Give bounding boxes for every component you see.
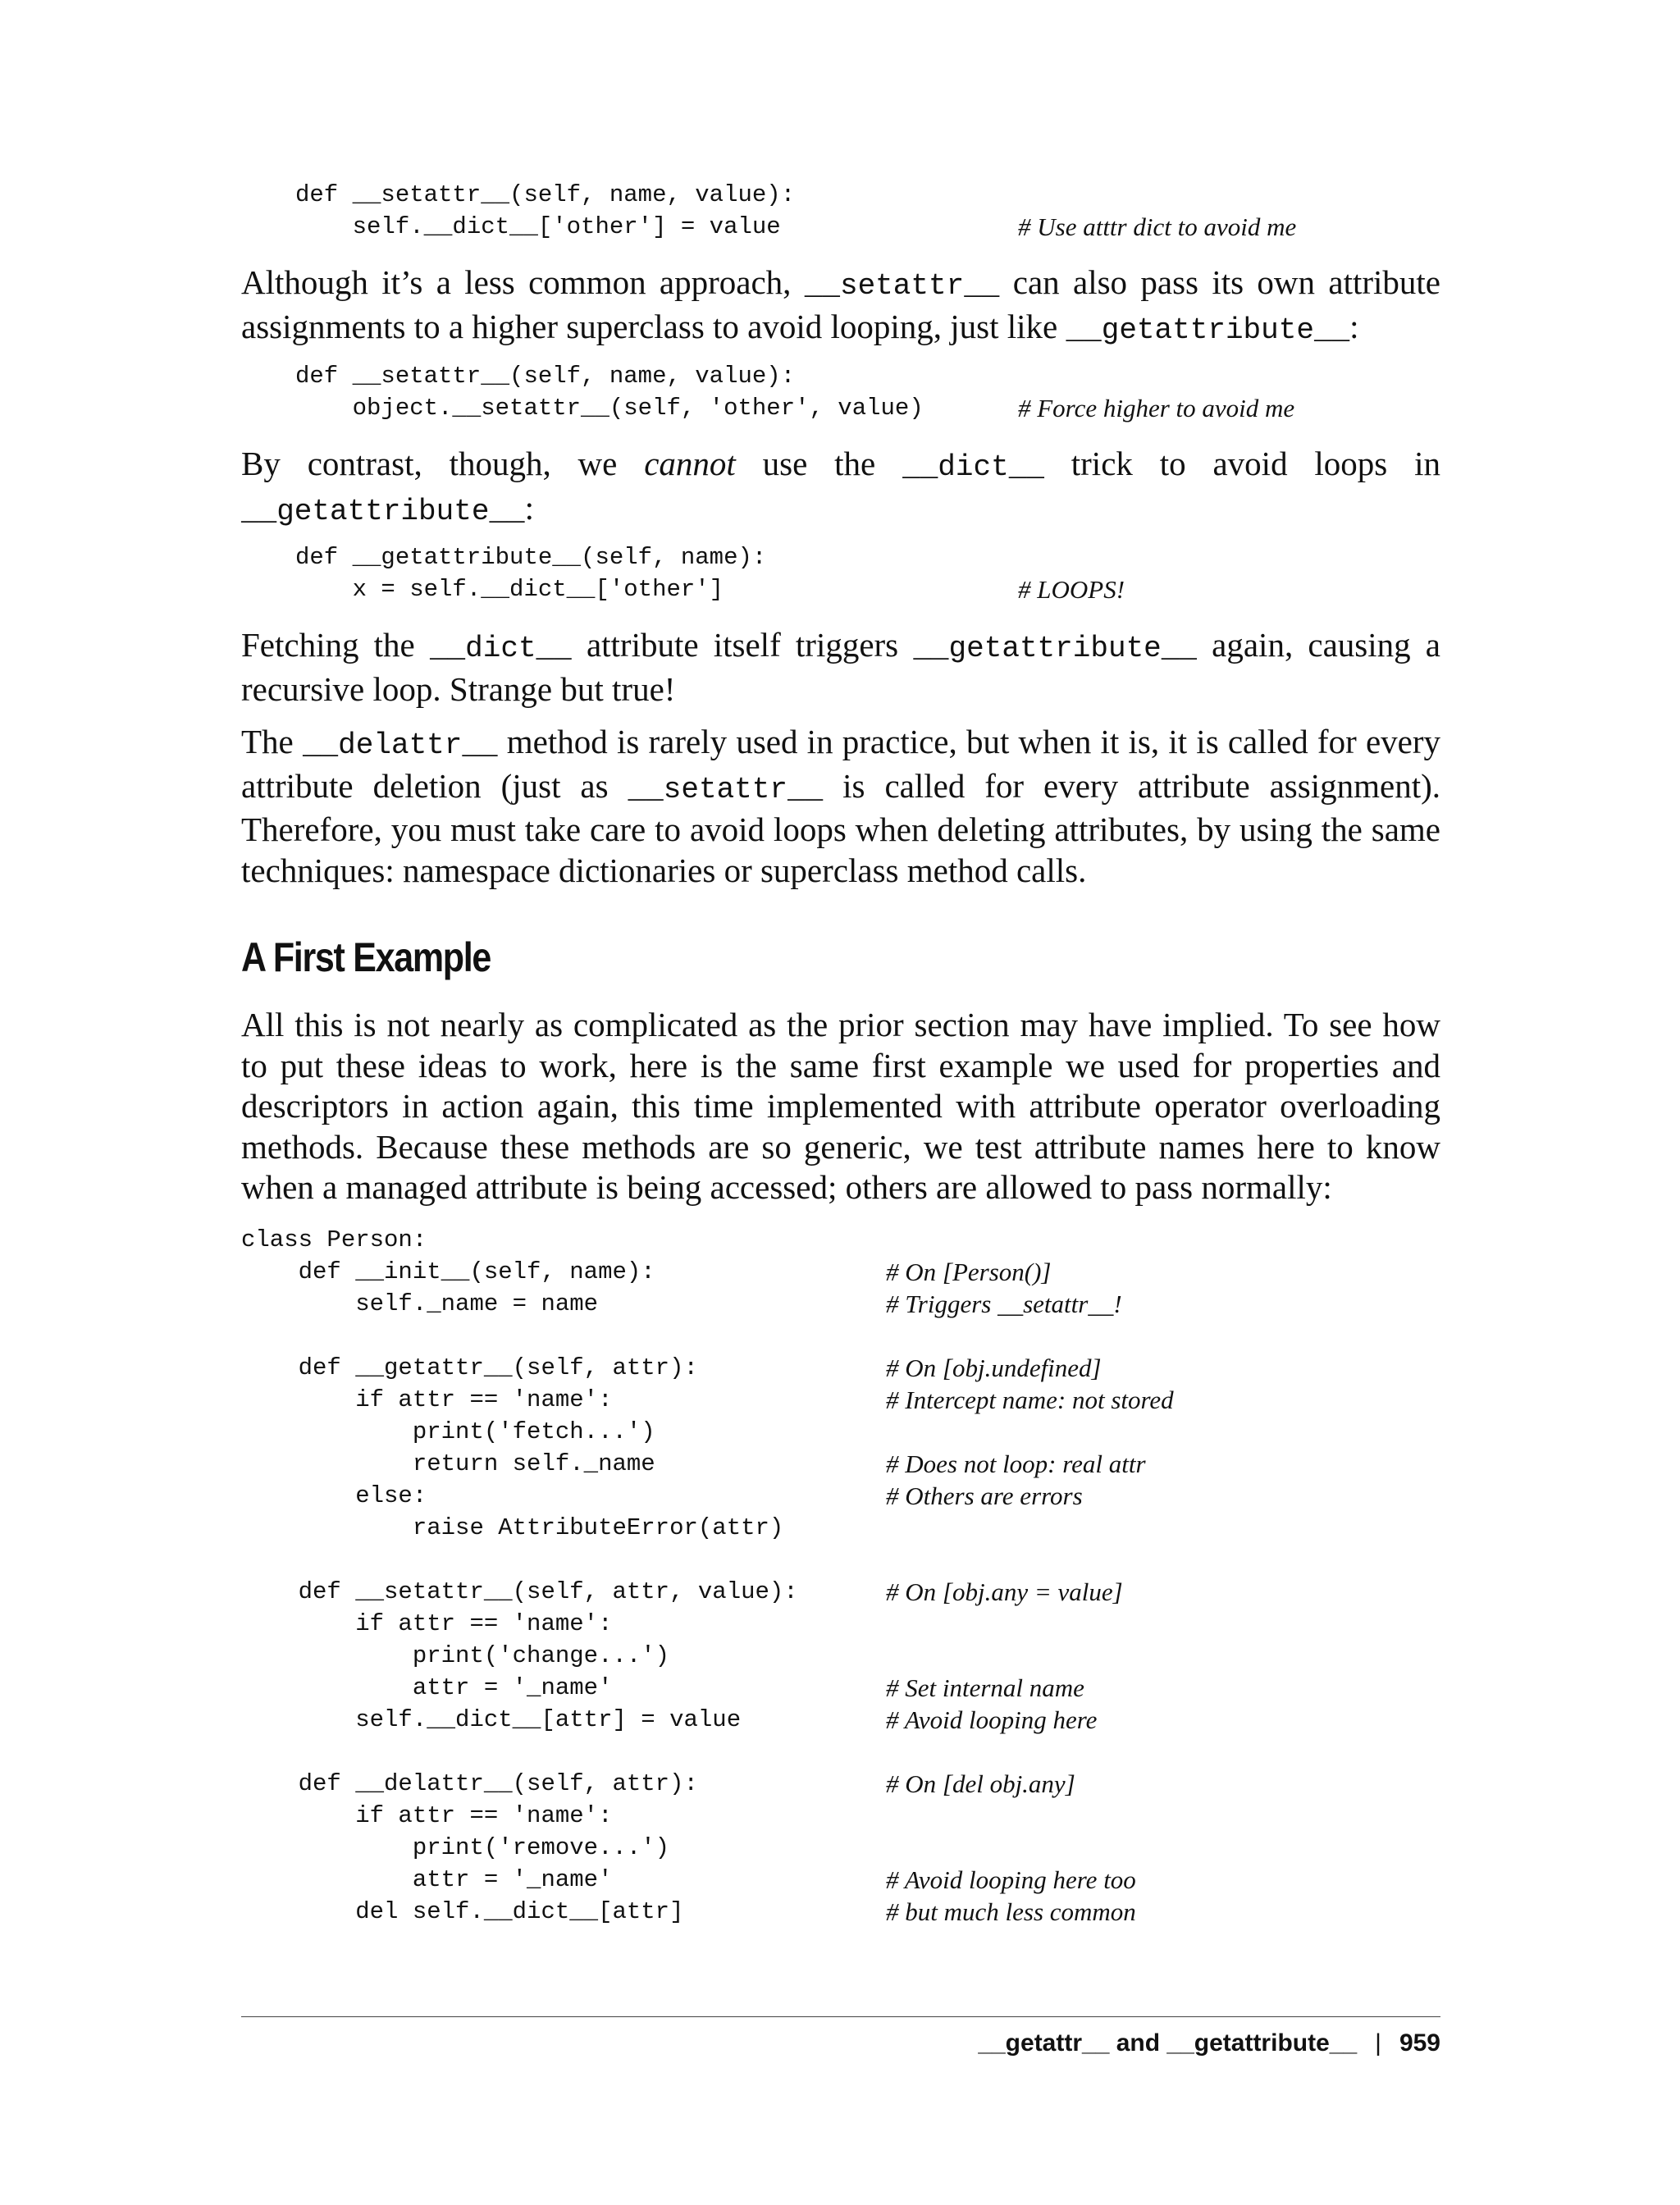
paragraph-delattr [241, 722, 1440, 891]
code-text: attr = '_name' [241, 1866, 613, 1893]
code-text: if attr == 'name': [241, 1386, 613, 1413]
code-comment: # On [Person()] [886, 1258, 1052, 1286]
page-number: 959 [1399, 2029, 1440, 2057]
inline-code: __getattribute__ [241, 494, 525, 528]
text: attribute itself triggers [571, 626, 914, 664]
code-line [241, 1320, 1439, 1352]
code-block-person-class [241, 1224, 1439, 1928]
code-text: object.__setattr__(self, 'other', value) [295, 395, 924, 422]
code-line [241, 1640, 1439, 1672]
text: : [1349, 307, 1359, 345]
inline-code: __delattr__ [302, 728, 498, 762]
inline-code: __getattribute__ [913, 632, 1197, 665]
inline-code: __getattribute__ [1066, 313, 1350, 347]
code-block-setattr-object [295, 360, 1444, 424]
code-text: return self._name [241, 1450, 655, 1477]
text: Fetching the [241, 626, 430, 664]
code-line [241, 1416, 1439, 1448]
code-text: print('remove...') [241, 1834, 670, 1861]
code-text: print('change...') [241, 1642, 670, 1669]
code-line [241, 1608, 1439, 1640]
code-text: self.__dict__[attr] = value [241, 1706, 742, 1733]
inline-code: __setattr__ [628, 772, 824, 806]
code-line [241, 1480, 1439, 1512]
code-comment: # Intercept name: not stored [886, 1386, 1174, 1414]
code-comment: # Others are errors [886, 1481, 1083, 1510]
text: use the [735, 445, 903, 482]
text: can also pass its own attribute assignments to a higher superclass to avoid looping, just like [241, 263, 1440, 345]
running-head: __getattr__ and __getattribute__ [978, 2029, 1358, 2057]
code-comment: # but much less common [886, 1897, 1136, 1926]
text: By contrast, though, we [241, 445, 645, 482]
code-comment: # Avoid looping here too [886, 1865, 1136, 1894]
text: Although it’s a less common approach, [241, 263, 805, 301]
code-text: class Person: [241, 1226, 427, 1253]
code-text: def __setattr__(self, name, value): [295, 363, 796, 390]
code-comment: # On [obj.undefined] [886, 1354, 1102, 1382]
code-line [295, 360, 1444, 392]
code-line [241, 1768, 1439, 1800]
code-text: def __setattr__(self, attr, value): [241, 1578, 798, 1605]
code-line [241, 1384, 1439, 1416]
code-comment: # Set internal name [886, 1673, 1084, 1702]
paragraph-recursive-loop [241, 625, 1440, 710]
paragraph-setattr-superclass [241, 262, 1440, 350]
inline-code: __dict__ [902, 450, 1044, 484]
code-line [241, 1224, 1439, 1256]
inline-code: __setattr__ [804, 269, 1000, 303]
code-text: self._name = name [241, 1290, 599, 1317]
footer-rule [241, 2016, 1440, 2017]
code-line [295, 541, 1444, 573]
code-text: attr = '_name' [241, 1674, 613, 1701]
text: The [241, 723, 303, 760]
code-comment: # LOOPS! [1018, 575, 1125, 604]
text: is called for every attribute assignment). Therefore, you must take care to avoid loops when deleting attributes, by using the same techniques: namespace dictionaries or superclass method calls. [241, 766, 1440, 889]
code-block-getattribute-loop [295, 541, 1444, 605]
text: method is rarely used in practice, but when it is, it is called for every attribute deletion (just as [241, 723, 1440, 805]
text: : [524, 488, 535, 527]
code-line [241, 1896, 1439, 1928]
code-text: def __delattr__(self, attr): [241, 1770, 698, 1797]
code-text: def __getattr__(self, attr): [241, 1354, 698, 1381]
code-comment: # Force higher to avoid me [1018, 394, 1295, 422]
code-line [241, 1800, 1439, 1832]
code-text: def __setattr__(self, name, value): [295, 181, 796, 208]
code-line [241, 1736, 1439, 1768]
page-footer [978, 2029, 1440, 2057]
code-text: self.__dict__['other'] = value [295, 213, 781, 240]
code-line [295, 179, 1444, 211]
code-text: if attr == 'name': [241, 1802, 613, 1829]
code-text: if attr == 'name': [241, 1610, 613, 1637]
paragraph-getattribute-dict [241, 444, 1440, 532]
code-text: def __init__(self, name): [241, 1258, 655, 1285]
code-line [241, 1864, 1439, 1896]
code-comment: # Avoid looping here [886, 1705, 1098, 1734]
code-comment: # On [obj.any = value] [886, 1577, 1123, 1606]
code-comment: # Triggers __setattr__! [886, 1290, 1122, 1318]
code-comment: # On [del obj.any] [886, 1769, 1075, 1798]
code-line [241, 1832, 1439, 1864]
paragraph-first-example: All this is not nearly as complicated as the prior section may have implied. To see how to put these ideas to work, here is the same first example we used for properties and descriptors in action again, this time implemented with attribute operator overloading methods. Because these methods are so generic, we test attribute names here to know when a managed attribute is being accessed; others are allowed to pass normally: [241, 1006, 1440, 1206]
code-line [241, 1288, 1439, 1320]
code-text: def __getattribute__(self, name): [295, 544, 767, 571]
inline-code: __dict__ [429, 632, 572, 665]
section-heading: A First Example [241, 934, 491, 980]
code-comment: # Use atttr dict to avoid me [1018, 212, 1297, 241]
code-line [295, 392, 1444, 424]
text: again, causing a recursive loop. Strange but true! [241, 626, 1440, 708]
code-block-setattr-dict [295, 179, 1444, 243]
code-line [241, 1512, 1439, 1544]
code-text: print('fetch...') [241, 1418, 655, 1445]
code-line [241, 1352, 1439, 1384]
code-line [241, 1576, 1439, 1608]
emphasis: cannot [644, 445, 736, 482]
footer-separator: | [1375, 2029, 1381, 2057]
code-text: else: [241, 1482, 427, 1509]
code-comment: # Does not loop: real attr [886, 1449, 1146, 1478]
code-line [241, 1256, 1439, 1288]
code-text: x = self.__dict__['other'] [295, 576, 724, 603]
code-line [241, 1448, 1439, 1480]
code-line [295, 573, 1444, 605]
text: trick to avoid loops in [1043, 445, 1440, 482]
code-line [241, 1672, 1439, 1704]
code-line [241, 1704, 1439, 1736]
code-text: del self.__dict__[attr] [241, 1898, 684, 1925]
code-line [295, 211, 1444, 243]
code-text: raise AttributeError(attr) [241, 1514, 784, 1541]
code-line [241, 1544, 1439, 1576]
